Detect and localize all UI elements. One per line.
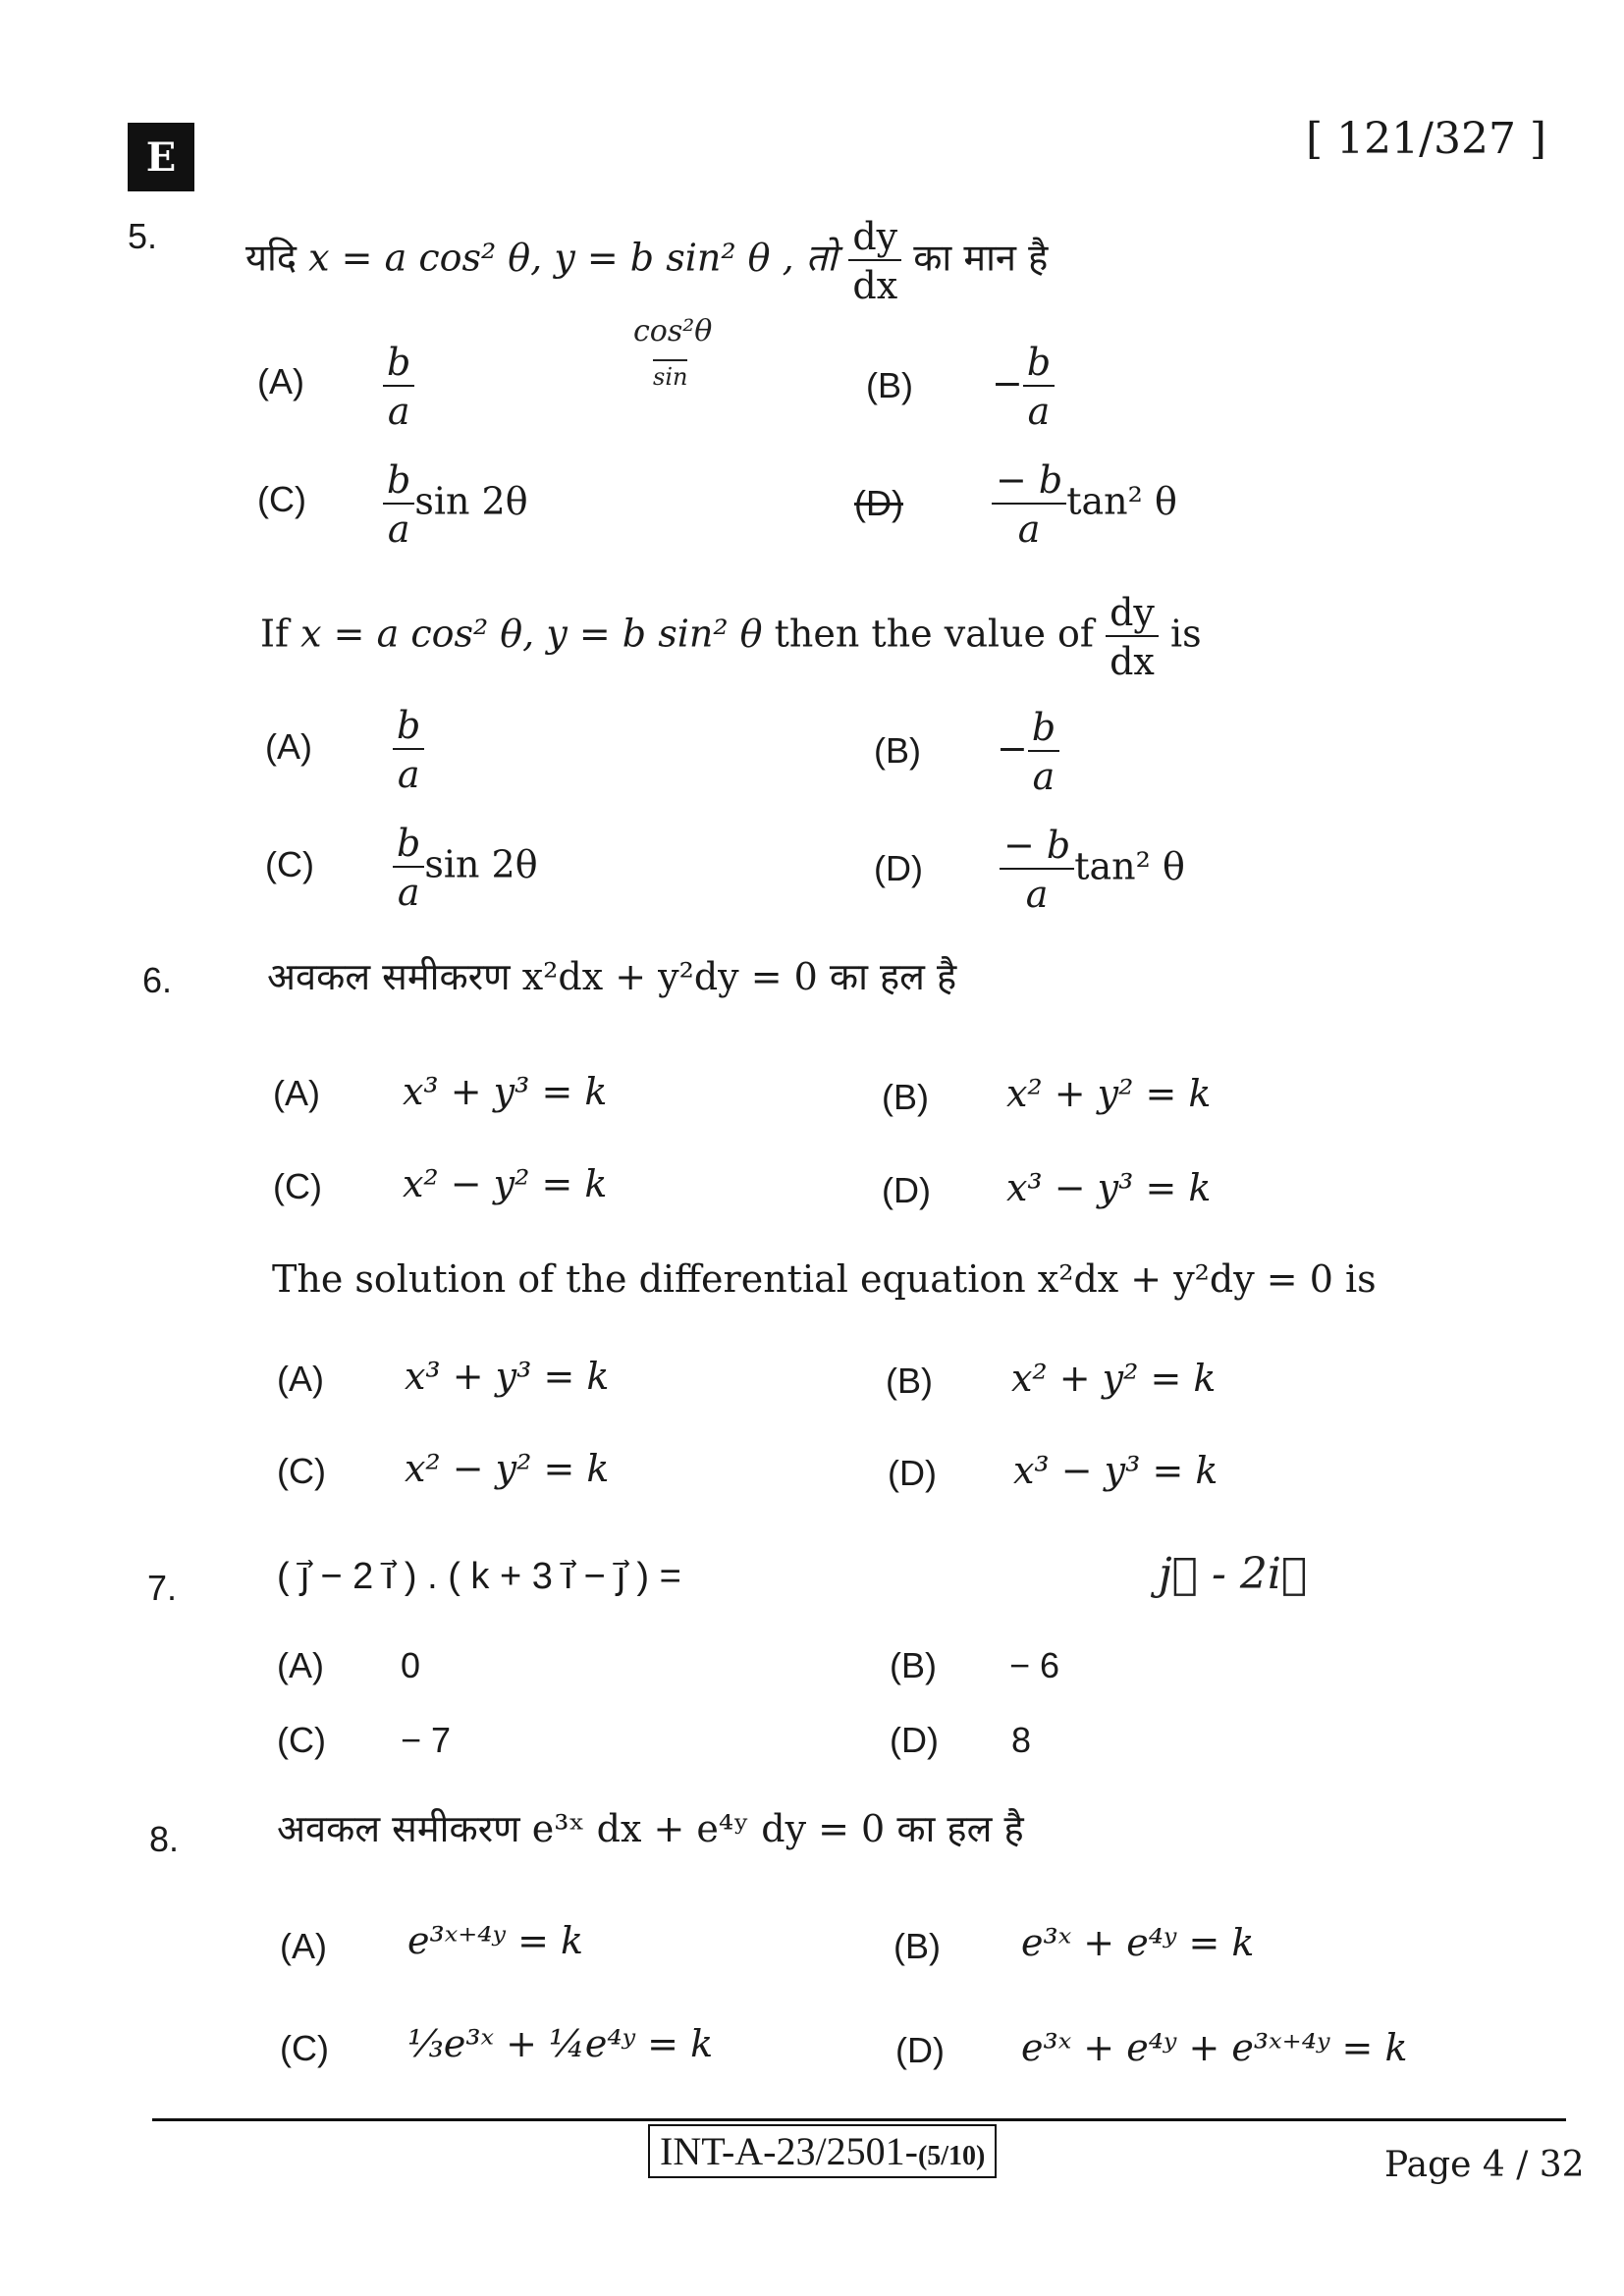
question-number-5: 5. [128,216,158,256]
q5-en-option-a-label: (A) [265,726,312,767]
q8-option-c-label: (C) [280,2028,329,2068]
footer-rule [152,2118,1566,2121]
q5-en-option-c: $\frac{b}{a}$ sin 2θ [393,825,538,911]
page-number: Page 4 / 32 [1384,2145,1585,2185]
q6-hi-option-d-label: (D) [882,1170,931,1210]
q5-hi-option-c-label: (C) [257,479,306,519]
q5-hi-option-a-label: (A) [257,361,304,401]
paper-code [648,2124,997,2178]
q5-english-stem [260,591,1202,683]
q5-en-option-a: $\frac{b}{a}$ [393,707,424,793]
q5-hindi-pre: यदि [245,236,298,280]
q6-en-option-d-label: (D) [888,1453,937,1493]
q8-option-d-label: (D) [895,2030,945,2070]
q5-en-option-b-label: (B) [874,730,921,771]
q8-hindi-stem: अवकल समीकरण e³ˣ dx + e⁴ʸ dy = 0 का हल है [277,1807,1024,1850]
q6-en-option-a-label: (A) [277,1359,324,1399]
q6-en-option-c: x² − y² = k [405,1447,610,1490]
section-badge: E [128,123,194,191]
q8-option-d: e³ˣ + e⁴ʸ + e³ˣ⁺⁴ʸ = k [1021,2026,1408,2069]
paper-code-main: INT-A-23/2501- [660,2129,918,2173]
question-number-7: 7. [147,1568,178,1608]
q5-english-expr: x = a cos² θ, y = b sin² θ [300,612,763,656]
q5-hindi-derivative: $\frac{dy}{dx}$ [848,218,901,304]
q7-option-a: 0 [401,1645,421,1685]
q8-option-b: e³ˣ + e⁴ʸ = k [1021,1921,1255,1964]
q5-english-derivative: $\frac{dy}{dx}$ [1106,594,1159,680]
q6-hi-option-c-label: (C) [273,1166,322,1206]
q6-hindi-stem: अवकल समीकरण x²dx + y²dy = 0 का हल है [267,955,957,998]
q5-handwritten-note-top: cos²θ [633,314,713,348]
q6-en-option-b: x² + y² = k [1011,1357,1217,1400]
q5-hindi-stem [245,215,1049,307]
q6-hi-option-d: x³ − y³ = k [1006,1166,1212,1209]
q5-handwritten-note-bottom: sin [653,359,687,391]
q6-hi-option-a: x³ + y³ = k [403,1070,608,1113]
q5-english-end: is [1169,612,1202,656]
q7-option-c: − 7 [401,1720,452,1760]
q6-hi-option-a-label: (A) [273,1073,320,1113]
q5-hindi-expr: x = a cos² θ, y = b sin² θ , तो [308,236,838,280]
q7-option-d: 8 [1011,1720,1032,1760]
q7-expression: ( j⃗ − 2 i⃗ ) . ( k + 3 i⃗ − j⃗ ) = [277,1556,681,1597]
page-reference: [ 121/327 ] [1306,114,1547,164]
question-number-8: 8. [149,1819,180,1859]
q5-en-option-d: $\frac{- b}{a}$ tan² θ [1000,827,1185,913]
q7-option-b: − 6 [1009,1645,1060,1685]
q8-option-c: ⅓e³ˣ + ¼e⁴ʸ = k [407,2022,714,2065]
q6-english-stem: The solution of the differential equation x²dx + y²dy = 0 is [272,1257,1377,1301]
q5-hindi-post: का मान है [913,236,1049,280]
q8-option-a: e³ˣ⁺⁴ʸ = k [407,1919,584,1962]
q6-hi-option-c: x² − y² = k [403,1162,608,1205]
paper-code-suffix: (5/10) [917,2141,986,2171]
q6-en-option-a: x³ + y³ = k [405,1355,610,1398]
q6-en-option-c-label: (C) [277,1451,326,1491]
q5-hi-option-b: − $\frac{b}{a}$ [992,344,1055,430]
q7-handwritten-note: j⃗ - 2i⃗ [1159,1549,1308,1599]
q8-option-b-label: (B) [893,1926,941,1966]
q5-english-pre: If [260,612,290,656]
q5-hi-option-d-label: (D) [854,483,903,523]
q5-hi-option-b-label: (B) [866,365,913,405]
q7-option-d-label: (D) [890,1720,939,1760]
q7-option-a-label: (A) [277,1645,324,1685]
q7-option-c-label: (C) [277,1720,326,1760]
q8-option-a-label: (A) [280,1926,327,1966]
q5-en-option-c-label: (C) [265,844,314,884]
q6-hi-option-b: x² + y² = k [1006,1072,1212,1115]
q5-hi-option-c: $\frac{b}{a}$ sin 2θ [383,461,528,548]
q5-en-option-d-label: (D) [874,848,923,888]
q7-option-b-label: (B) [890,1645,937,1685]
q5-english-post: then the value of [774,612,1094,656]
q6-hi-option-b-label: (B) [882,1077,929,1117]
q6-en-option-b-label: (B) [886,1361,933,1401]
q5-hi-option-d: $\frac{- b}{a}$ tan² θ [992,461,1177,548]
q5-hi-option-a: $\frac{b}{a}$ [383,344,414,430]
question-number-6: 6. [142,960,173,1000]
q6-en-option-d: x³ − y³ = k [1013,1449,1218,1492]
q5-en-option-b: − $\frac{b}{a}$ [997,709,1059,795]
